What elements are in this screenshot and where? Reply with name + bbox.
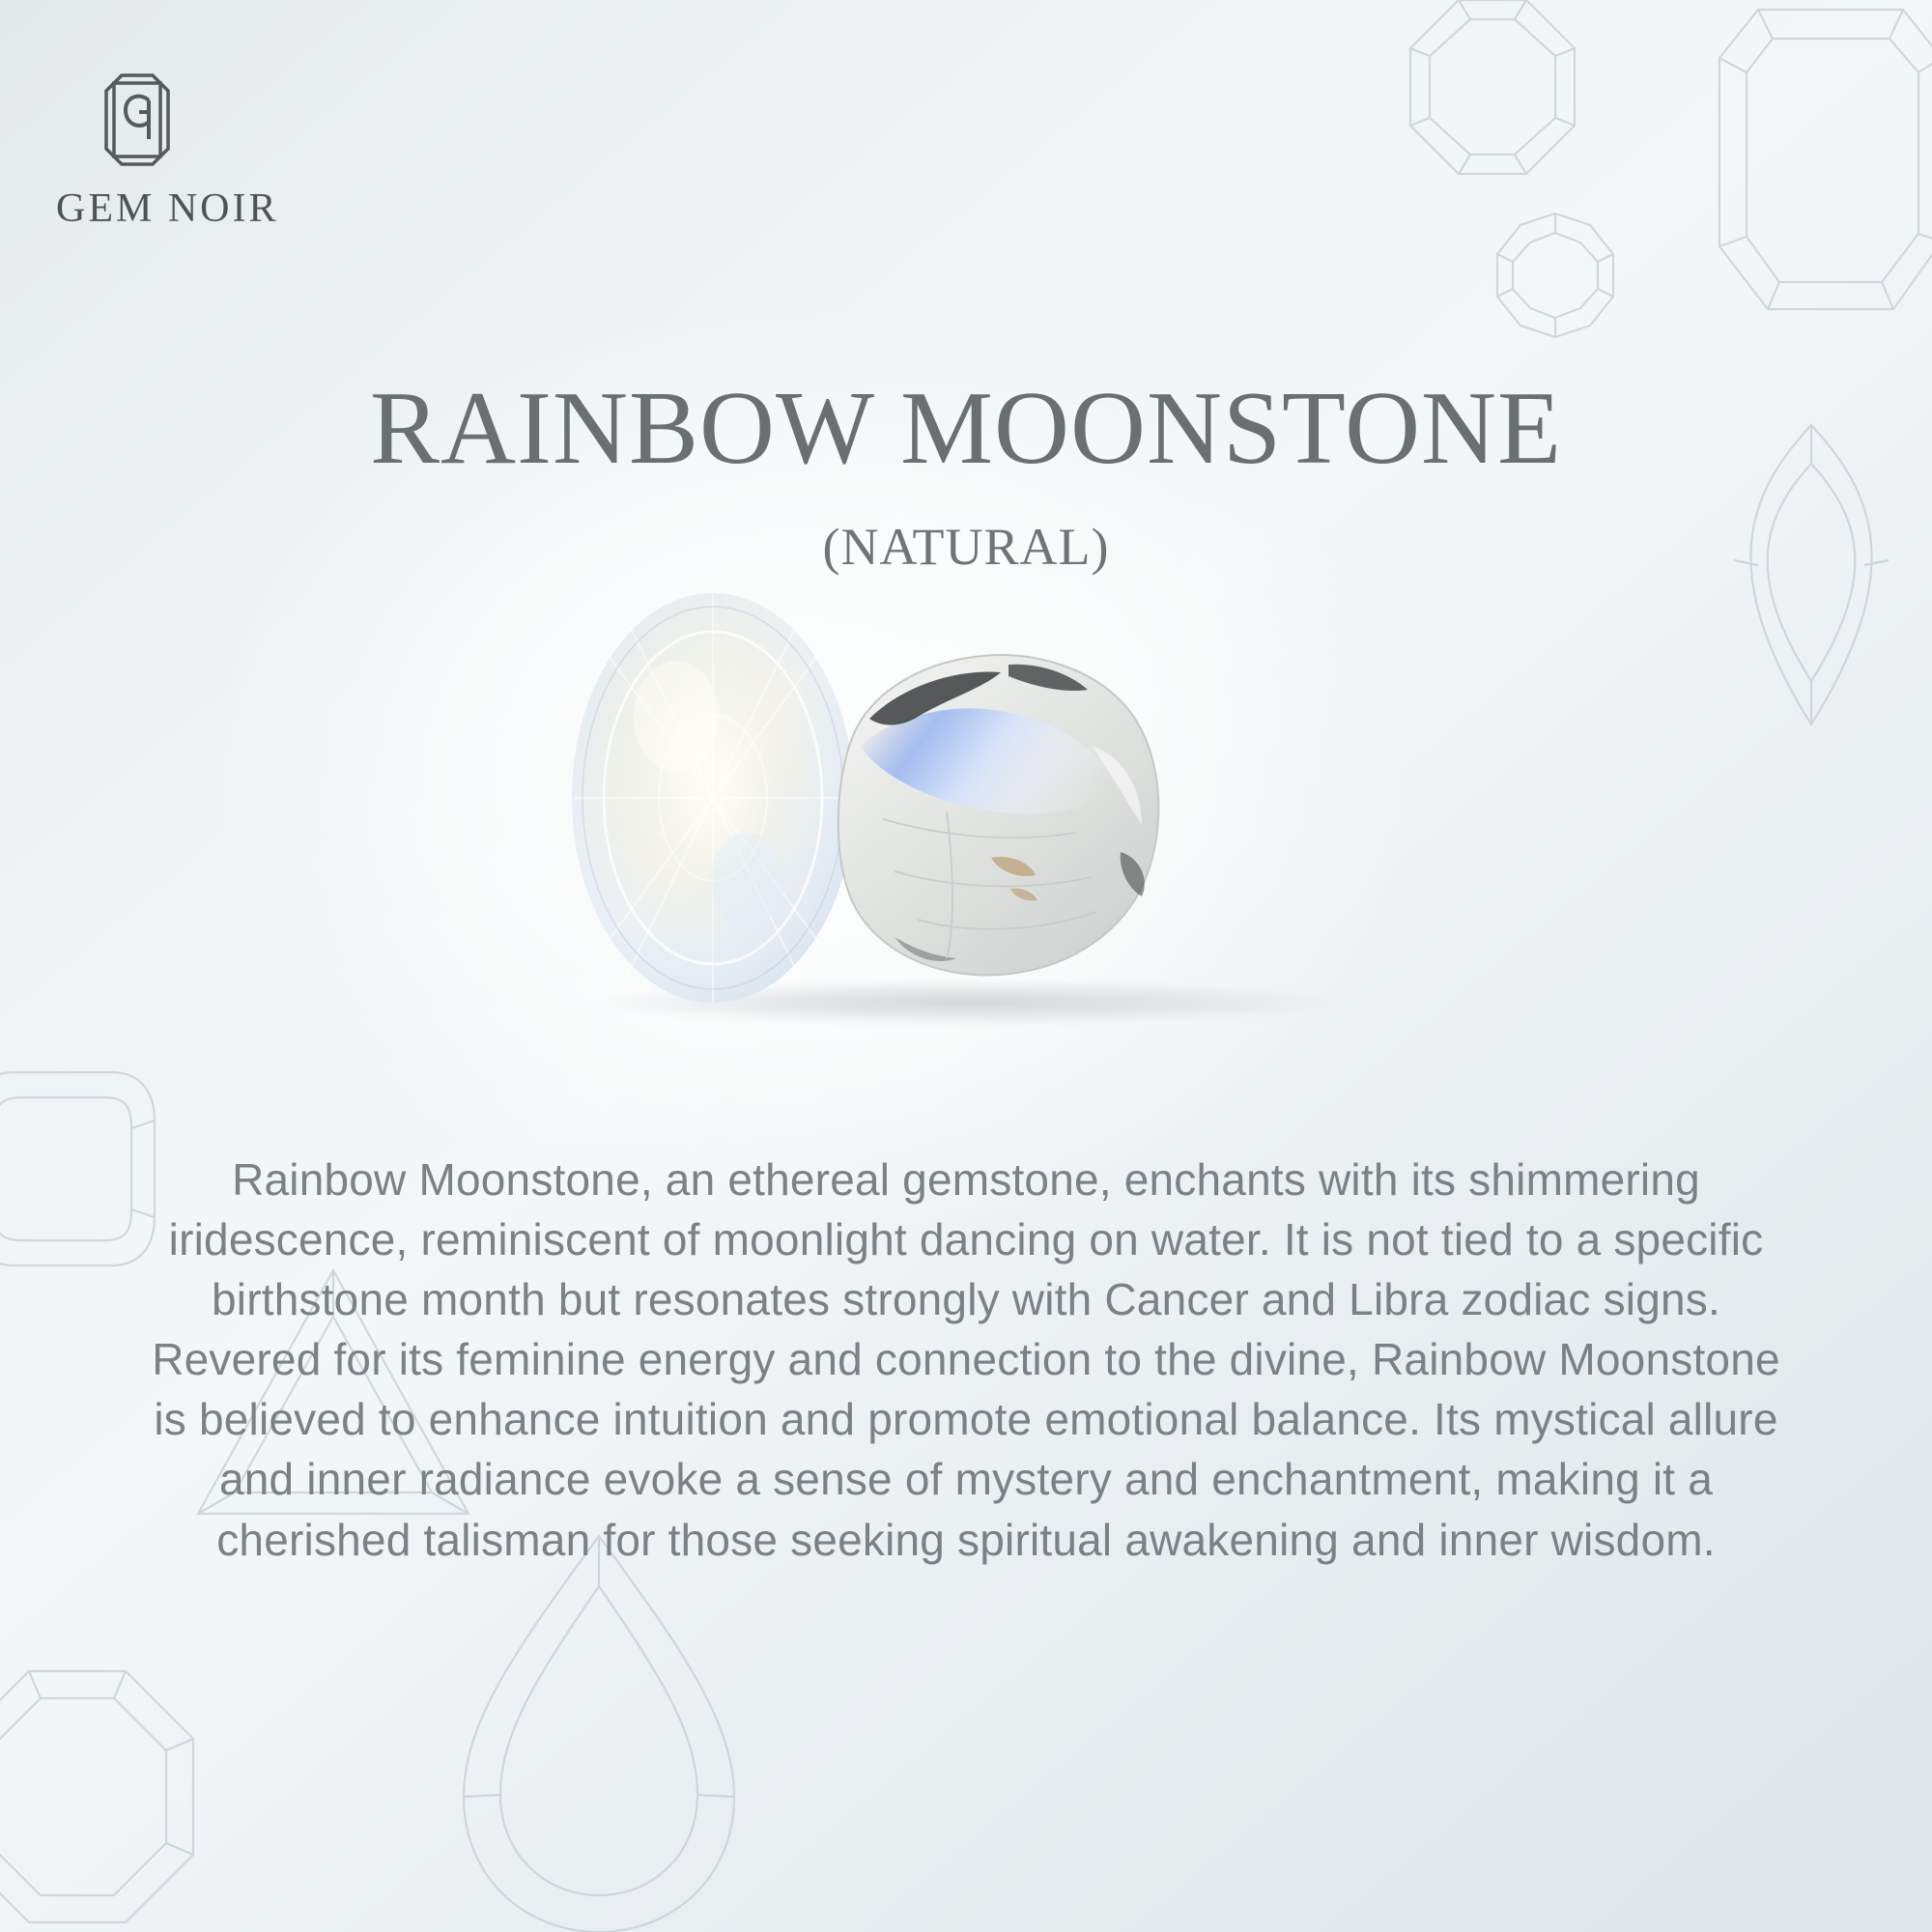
gem-noir-monogram-icon	[93, 68, 182, 172]
decorative-round-gem-right	[1488, 208, 1623, 343]
rough-gem-specimen-image	[802, 630, 1188, 999]
decorative-pear-gem-bottom-center	[454, 1526, 744, 1932]
gemstone-imagery	[522, 580, 1410, 1063]
gemstone-description: Rainbow Moonstone, an ethereal gemstone, enchants with its shimmering iridescence, reminiscent of moonlight dancing on water. It is not tied to a specific birthstone month but resonates strongly with Cancer and Libra zodiac signs. Revered for its feminine energy and connection to the divine, Rainbow Moonstone is believed to enhance intuition and promote emotional balance. Its mystical allure and inner radiance evoke a sense of mystery and enchantment, making it a cherished talisman for those seeking spiritual awakening and inner wisdom.	[152, 1154, 1780, 1565]
brand-name: GEM NOIR	[56, 186, 279, 231]
brand-logo[interactable]	[54, 68, 325, 232]
page-title: RAINBOW MOONSTONE	[369, 371, 1563, 486]
page-subtitle: (NATURAL)	[822, 518, 1110, 576]
decorative-octagon-gem-top-right	[1401, 0, 1584, 184]
decorative-emerald-cut-gem-top-right	[1700, 0, 1932, 319]
decorative-octagon-gem-bottom-left	[0, 1662, 203, 1932]
